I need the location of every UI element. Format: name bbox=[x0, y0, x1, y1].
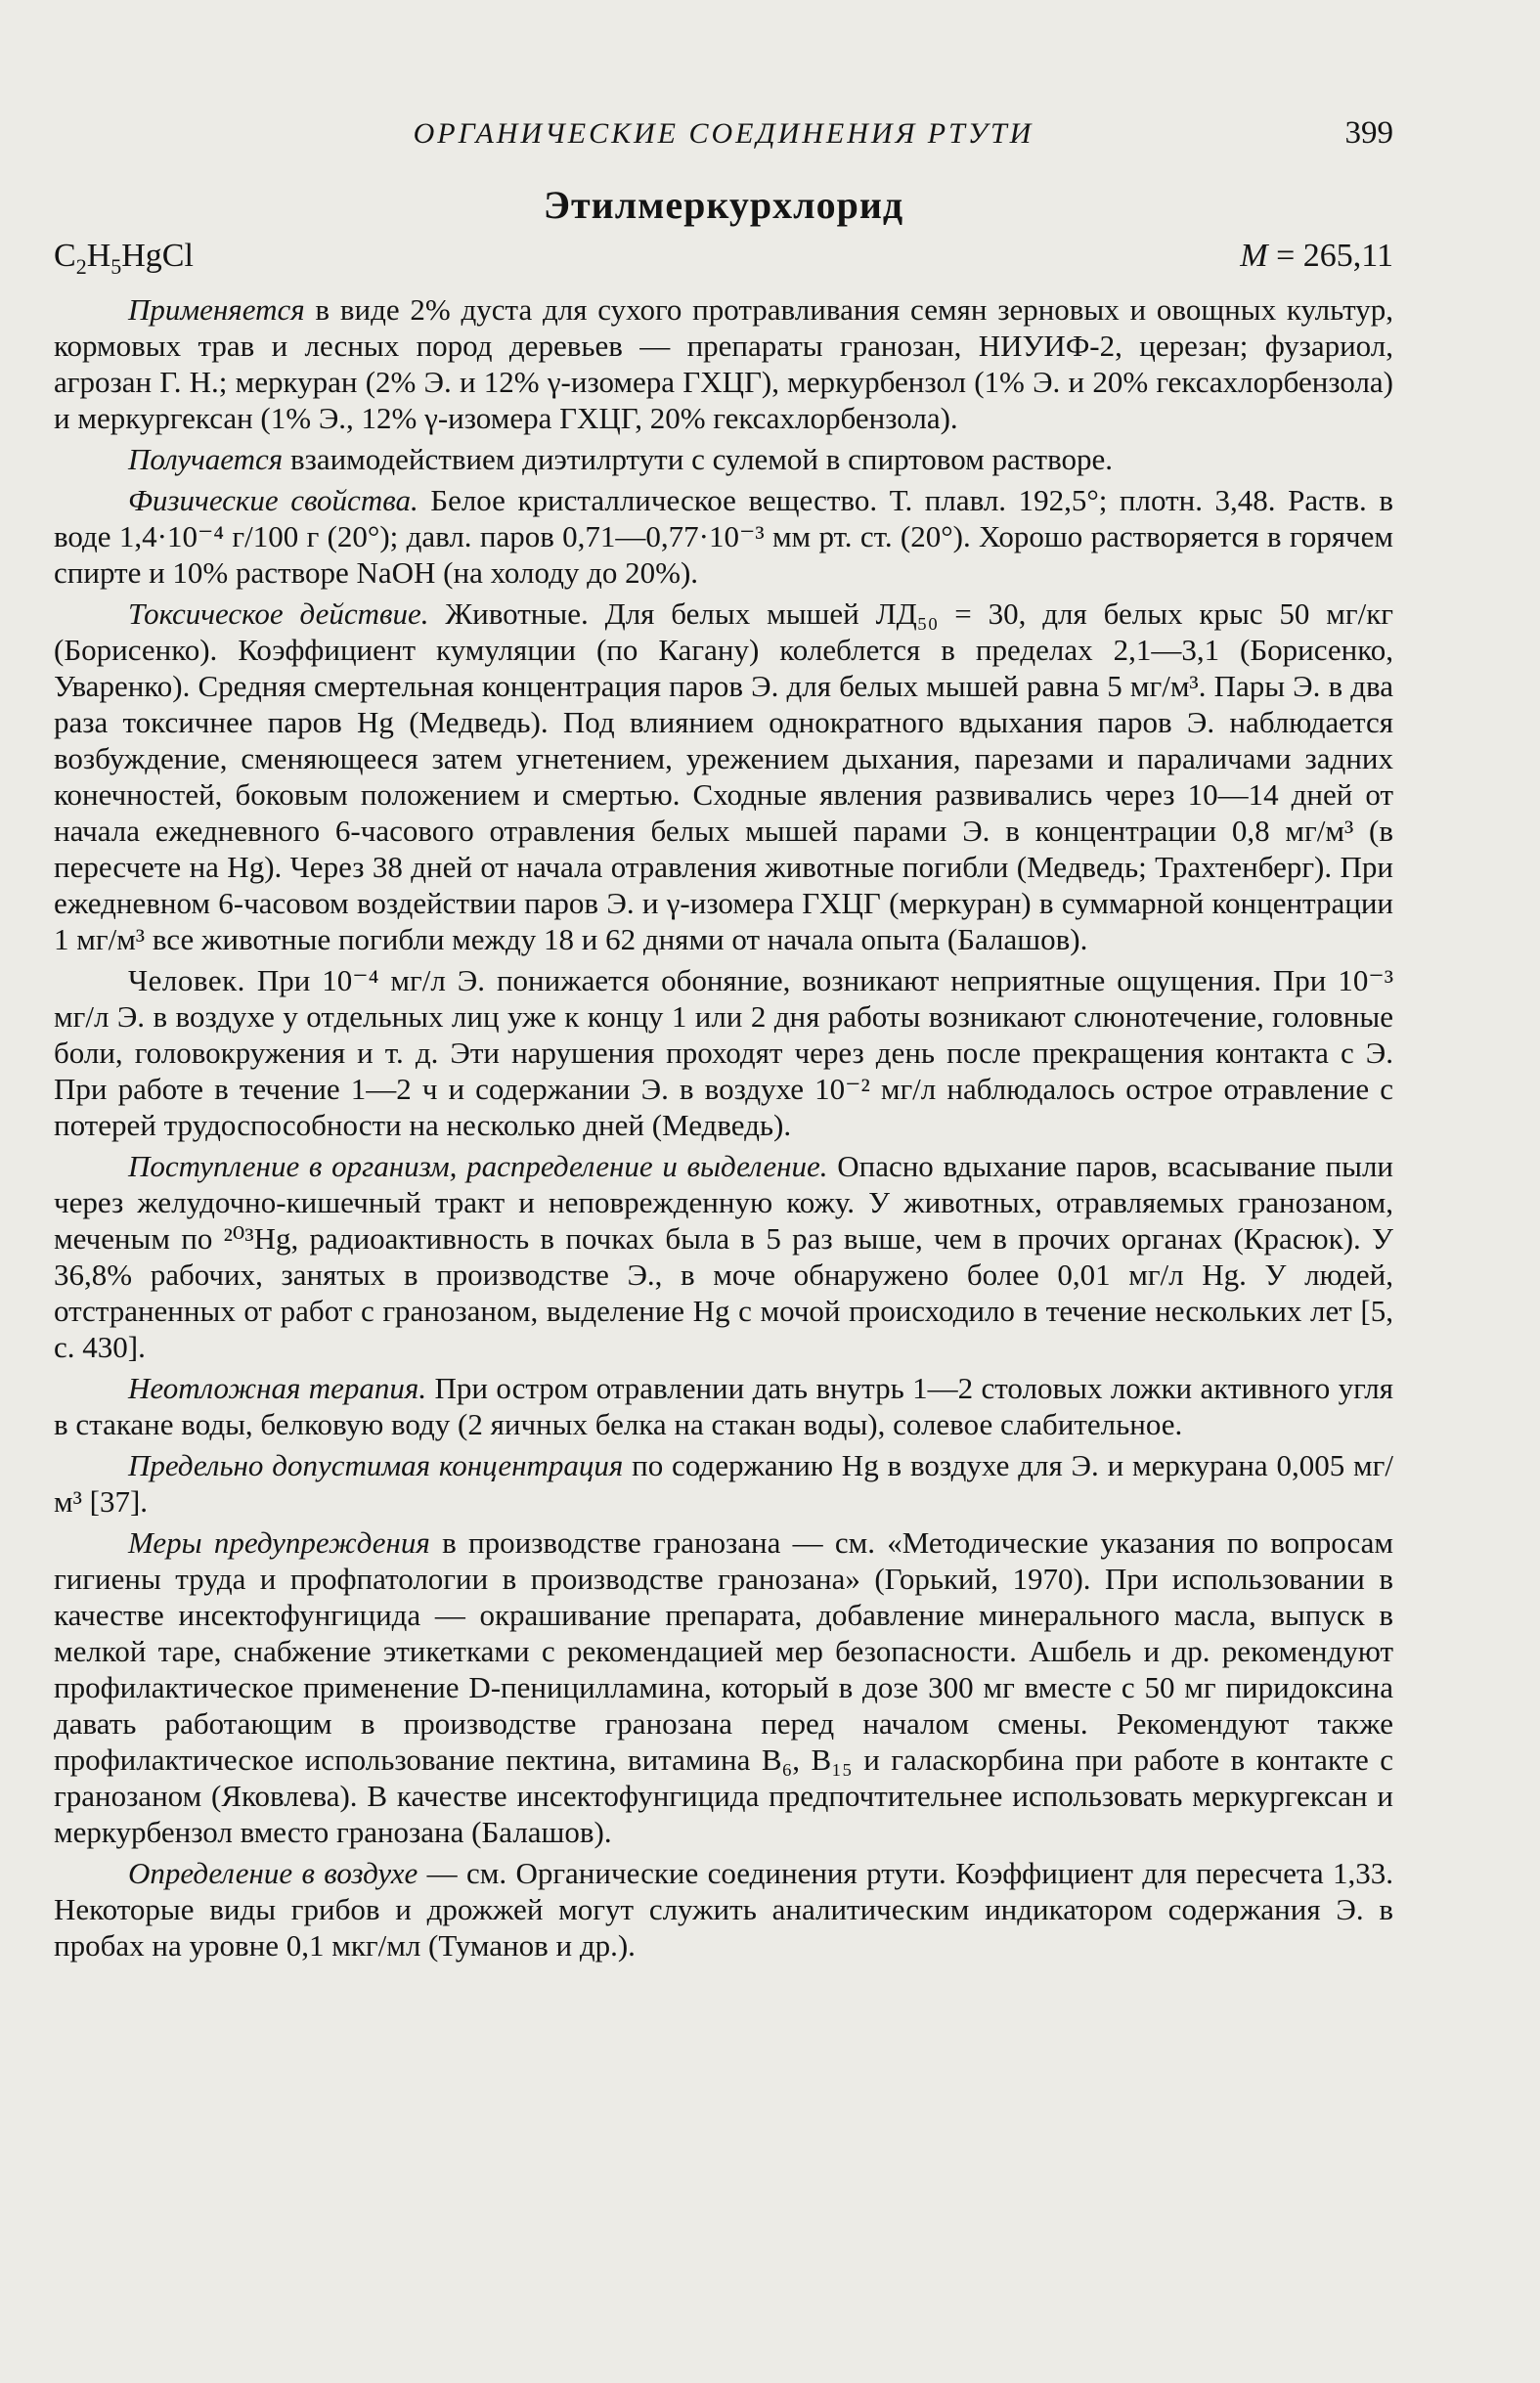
paragraph-text: в виде 2% дуста для сухого протравливания семян зерновых и овощных культур, кормовых трав и лесных пород деревьев — препараты гранозан, НИУИФ-2, церезан; фузариол, агрозан Г. Н.; меркуран (2% Э. и 12% γ-изомера ГХЦГ), меркурбензол (1% Э. и 20% гексахлорбензола) и меркургексан (1% Э., 12% γ-изомера ГХЦГ, 20% гексахлорбензола). bbox=[54, 291, 1393, 435]
article-title: Этилмеркурхлорид bbox=[543, 183, 904, 227]
paragraph-application bbox=[54, 291, 1393, 436]
paragraph-lead: Применяется bbox=[128, 291, 305, 327]
mass-value: = 265,11 bbox=[1276, 238, 1393, 274]
paragraph-physical-properties bbox=[54, 482, 1393, 591]
paragraph-text: по содержанию Hg в воздухе для Э. и меркурана 0,005 мг/м³ [37]. bbox=[54, 1447, 1393, 1519]
paragraph-preparation bbox=[54, 441, 1393, 477]
page bbox=[54, 106, 1393, 1968]
paragraph-text: в производстве гранозана — см. «Методические указания по вопросам гигиены труда и профпатологии в производстве гранозана» (Горький, 1970). При использовании в качестве инсектофунгицида — окрашивание препарата, добавление минерального масла, выпуск в мелкой таре, снабжение этикетками с рекомендацией мер безопасности. Ашбель и др. рекомендуют профилактическое применение D-пеницилламина, который в дозе 300 мг вместе с 50 мг пиридоксина давать работающим в производстве гранозана перед началом смены. Рекомендуют также профилактическое использование пектина, витамина B₆, B₁₅ и галаскорбина при работе в контакте с гранозаном (Яковлева). В качестве инсектофунгицида предпочтительнее использовать меркургексан и меркурбензол вместо гранозана (Балашов). bbox=[54, 1524, 1393, 1849]
paragraph-lead: Определение в воздухе bbox=[128, 1855, 418, 1890]
paragraph-text: Животные. Для белых мышей ЛД₅₀ = 30, для белых крыс 50 мг/кг (Борисенко). Коэффициент кумуляции (по Кагану) колеблется в пределах 2,1—3,1 (Борисенко, Уваренко). Средняя смертельная концентрация паров Э. для белых мышей равна 5 мг/м³. Пары Э. в два раза токсичнее паров Hg (Медведь). Под влиянием однократного вдыхания паров Э. наблюдается возбуждение, сменяющееся затем угнетением, урежением дыхания, парезами и параличами задних конечностей, боковым положением и смертью. Сходные явления развивались через 10—14 дней от начала ежедневного 6-часового отравления белых мышей парами Э. в концентрации 0,8 мг/м³ (в пересчете на Hg). Через 38 дней от начала отравления животные погибли (Медведь; Трахтенберг). При ежедневном 6-часовом воздействии паров Э. и γ-изомера ГХЦГ (меркуран) в суммарной концентрации 1 мг/м³ все животные погибли между 18 и 62 днями от начала опыта (Балашов). bbox=[54, 596, 1393, 956]
paragraph-text: Опасно вдыхание паров, всасывание пыли через желудочно-кишечный тракт и неповрежденную кожу. У животных, отравляемых гранозаном, меченым по ²⁰³Hg, радиоактивность в почках была в 5 раз выше, чем в прочих органах (Красюк). У 36,8% рабочих, занятых в производстве Э., в моче обнаружено более 0,01 мг/л Hg. У людей, отстраненных от работ с гранозаном, выделение Hg с мочой происходило в течение нескольких лет [5, с. 430]. bbox=[54, 1148, 1393, 1364]
chemical-formula bbox=[54, 238, 194, 280]
molecular-mass bbox=[1240, 238, 1393, 280]
paragraph-text: взаимодействием диэтилртути с сулемой в спиртовом растворе. bbox=[283, 441, 1114, 476]
paragraph-air-determination bbox=[54, 1855, 1393, 1964]
formula-mid: H bbox=[86, 238, 111, 274]
paragraph-lead: Токсическое действие. bbox=[128, 596, 429, 631]
paragraph-text: — см. Органические соединения ртути. Коэффициент для пересчета 1,33. Некоторые виды грибов и дрожжей могут служить аналитическим индикатором содержания Э. в пробах на уровне 0,1 мкг/мл (Туманов и др.). bbox=[54, 1855, 1393, 1963]
mass-label: M bbox=[1240, 238, 1268, 274]
paragraph-text: При 10⁻⁴ мг/л Э. понижается обоняние, возникают неприятные ощущения. При 10⁻³ мг/л Э. в воздухе у отдельных лиц уже к концу 1 или 2 дня работы возникают слюнотечение, головные боли, головокружения и т. д. Эти нарушения проходят через день после прекращения контакта с Э. При работе в течение 1—2 ч и содержании Э. в воздухе 10⁻² мг/л наблюдалось острое отравление с потерей трудоспособности на несколько дней (Медведь). bbox=[54, 962, 1393, 1142]
paragraph-text: При остром отравлении дать внутрь 1—2 столовых ложки активного угля в стакане воды, белковую воду (2 яичных белка на стакан воды), солевое слабительное. bbox=[54, 1370, 1393, 1441]
page-number: 399 bbox=[1344, 115, 1393, 151]
paragraph-lead: Поступление в организм, распределение и выделение. bbox=[128, 1148, 828, 1183]
paragraph-lead: Меры предупреждения bbox=[128, 1524, 430, 1560]
paragraph-lead: Неотложная терапия. bbox=[128, 1370, 427, 1405]
paragraph-lead: Физические свойства. bbox=[128, 482, 418, 517]
formula-sub1: 2 bbox=[75, 253, 87, 279]
formula-prefix: C bbox=[54, 238, 76, 274]
paragraph-lead: Получается bbox=[128, 441, 284, 476]
formula-suffix: HgCl bbox=[121, 238, 194, 274]
paragraph-lead: Предельно допустимая концентрация bbox=[128, 1447, 624, 1482]
paragraph-distribution bbox=[54, 1148, 1393, 1365]
paragraph-human bbox=[54, 962, 1393, 1143]
running-title: ОРГАНИЧЕСКИЕ СОЕДИНЕНИЯ РТУТИ bbox=[413, 117, 1034, 150]
running-head bbox=[54, 106, 1393, 164]
paragraph-lead: Человек. bbox=[128, 962, 245, 997]
paragraph-max-concentration bbox=[54, 1447, 1393, 1520]
paragraph-toxic-action bbox=[54, 596, 1393, 957]
paragraph-emergency-therapy bbox=[54, 1370, 1393, 1442]
formula-line bbox=[54, 238, 1393, 280]
paragraph-prevention bbox=[54, 1524, 1393, 1850]
paragraph-text: Белое кристаллическое вещество. Т. плавл. 192,5°; плотн. 3,48. Раств. в воде 1,4·10⁻⁴ г/100 г (20°); давл. паров 0,71—0,77·10⁻³ мм рт. ст. (20°). Хорошо растворяется в горячем спирте и 10% растворе NaOH (на холоду до 20%). bbox=[54, 482, 1393, 590]
formula-sub2: 5 bbox=[110, 253, 122, 279]
